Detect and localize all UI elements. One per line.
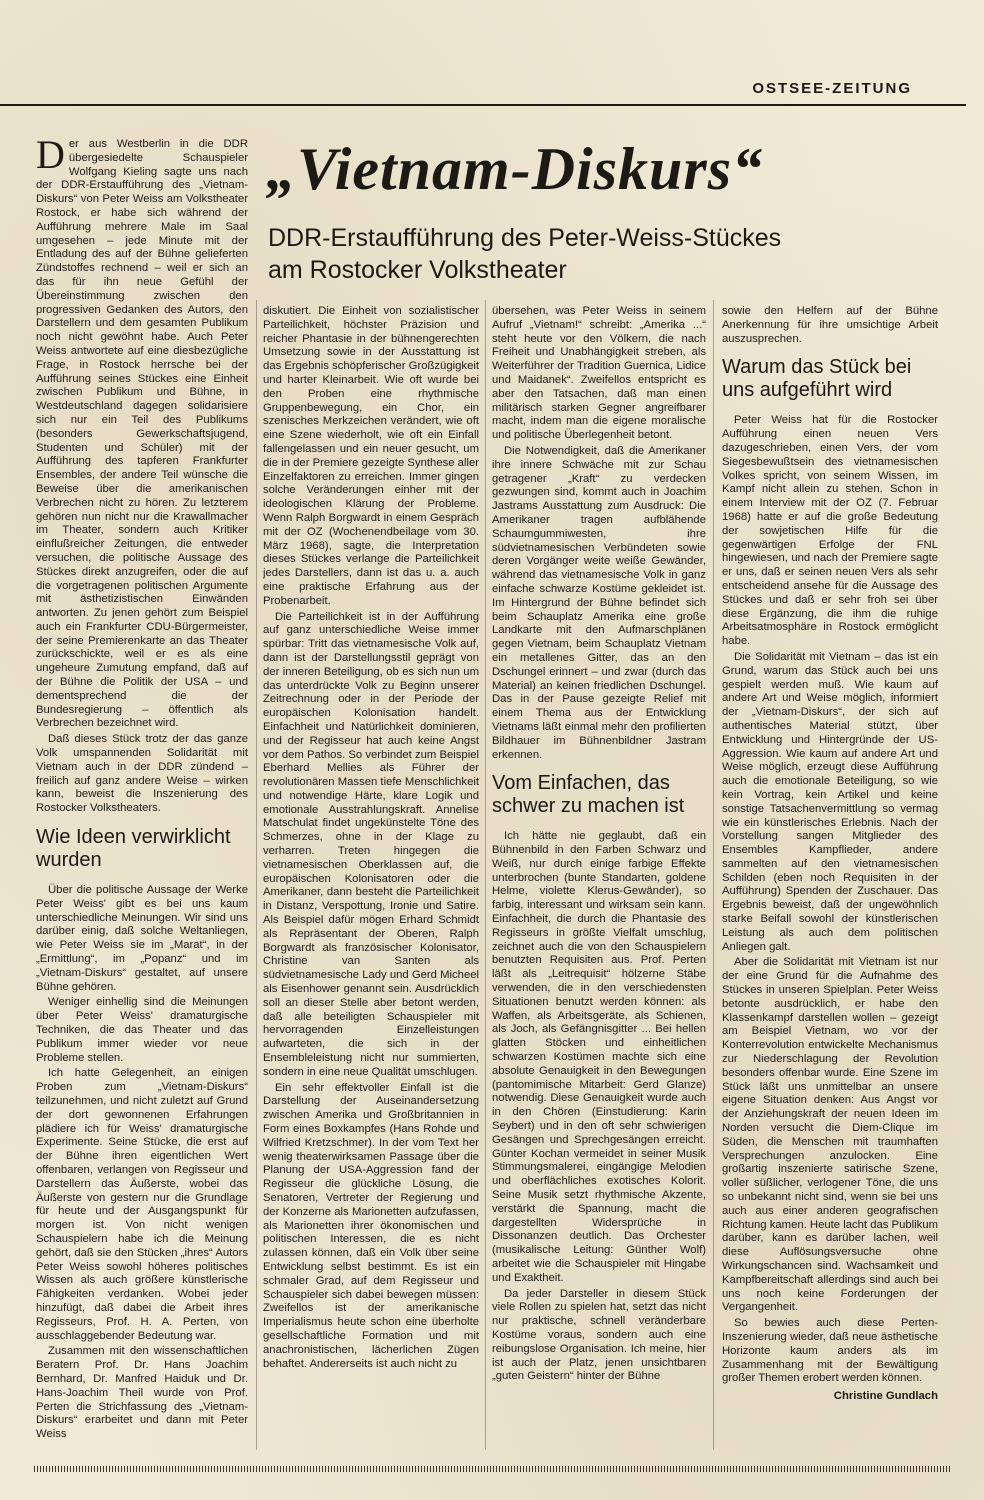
col1-paragraph-2: Daß dieses Stück trotz der das ganze Volk umspannenden Solidarität mit Vietnam auch in der DDR zündend – freilich auf ganz andere Weise – wirken kann, beweist die Inszenierung des Rostocker Volkstheaters. — [36, 733, 248, 815]
col4-paragraph-2: Peter Weiss hat für die Rostocker Aufführung einen neuen Vers dazugeschrieben, einen Vers, der vom Siegesbewußtsein des vietnamesischen Volkes spricht, von seinem Wissen, im Kampf nicht allein zu stehen. Schon in einem Interview mit der OZ (7. Februar 1968) hatte er auf die große Bedeutung der sowjetischen Hilfe für die gegenwärtigen Erfolge der FNL hingewiesen, und nach der Premiere sagte er uns, daß er seinen neuen Vers als sehr entscheidend ansehe für die Aussage des Stückes und daß er sehr froh sei über diese Ergänzung, die ihm die ruhige Arbeitsatmosphäre in Rostock ermöglicht habe. — [722, 414, 938, 648]
col3-paragraph-2: Die Notwendigkeit, daß die Amerikaner ihre innere Schwäche mit zur Schau getragener „Kraft“ zu verdecken gezwungen sind, kommt auch in Joachim Jastrams Ausstattung zum Ausdruck: Die Amerikaner tragen aufblähende Schaumgummiwesten, ihre südvietnamesischen Verbündeten sowie deren Vorgänger weite weiße Gewänder, während das vietnamesische Volk in ganz einfache schwarze Kostüme gekleidet ist. Im Hintergrund der Bühne befindet sich beim Schauplatz Amerika eine große Landkarte mit den Aufmarschplänen gegen Vietnam, beim Schauplatz Vietnam ein metallenes Gitter, das an den Dschungel erinnert – und zwar (durch das Material) an keinen friedlichen Dschungel. Das in der Pause gezeigte Relief mit einem Thema aus der Entwicklung Vietnams läßt einmal mehr den profilierten Bildhauer im Bühnenbildner Jastram erkennen. — [492, 444, 706, 761]
col3-paragraph-3: Ich hätte nie geglaubt, daß ein Bühnenbild in den Farben Schwarz und Weiß, nur durch einige farbige Effekte unterbrochen (bunte Standarten, goldene Helme, violette Klerus-Gewänder), so farbig, interessant und wirksam sein kann. Einfachheit, die durch die Phantasie des Regisseurs in größte Vielfalt umschlug, zeichnet auch die von den Schauspielern benutzten Requisiten aus. Prof. Perten läßt als „Leitrequisit“ hölzerne Stäbe verwenden, die in den verschiedensten Situationen benutzt werden können: als Waffen, als Arbeitsgeräte, als Schienen, als Joch, als Gefängnisgitter ... Bei hellen glatten Stöcken und einheitlichen schwarzen Kostümen machte sich eine absolute Genauigkeit in den Bewegungen (pantomimische Mitarbeit: Gerd Glanze) notwendig. Diese Genauigkeit wurde auch in den Chören (Einstudierung: Karin Seybert) und in den oft sehr schwierigen Gesängen und Sprechgesängen erreicht. Günter Kochan vermeidet in seiner Musik Stimmungsmalerei, eingängige Melodien und oberflächliches exotisches Kolorit. Seine Musik setzt rhythmische Akzente, verstärkt die Spannung, macht die dargestellten Widersprüche in Dissonanzen deutlich. Das Orchester (musikalische Leitung: Günther Wolf) arbeitet wie die Schauspieler mit Hingabe und Exaktheit. — [492, 830, 706, 1284]
column-divider-1 — [256, 300, 257, 1450]
article-title: „Vietnam-Diskurs“ — [266, 136, 764, 202]
article-subtitle — [268, 222, 948, 286]
col4-heading: Warum das Stück bei uns aufgeführt wird — [722, 356, 912, 402]
col2-paragraph-3: Ein sehr effektvoller Einfall ist die Darstellung der Auseinandersetzung zwischen Amerika und Großbritannien in Form eines Boxkampfes (Hans Rohde und Wilfried Kretzschmer). In der vom Text her wenig theaterwirksamen Passage über die Planung der USA-Aggression fand der Regisseur die glückliche Lösung, die Senatoren, Vertreter der Regierung und der Konzerne als Marionetten aufzufassen, als Marionetten ihrer ökonomischen und politischen Interessen, die es nicht zulassen können, daß ein Volk über seine Entwicklung selbst bestimmt. Es ist ein schmaler Grad, auf dem Regisseur und Schauspieler sich dabei bewegen müssen: Zweifellos ist der amerikanische Imperialismus heute schon eine überholte gesellschaftliche Formation und mit anachronistischen, lächerlichen Zügen behaftet. Andererseits ist auch nicht zu — [263, 1081, 479, 1370]
col4-paragraph-3: Die Solidarität mit Vietnam – das ist ein Grund, warum das Stück auch bei uns gespielt werden muß. Wie kaum auf andere Art und Weise möglich, informiert der „Vietnam-Diskurs“, der sich auf authentisches Material stützt, über Entwicklung und Hintergründe der US-Aggression. Wie kaum auf andere Art und Weise möglich, erzeugt diese Aufführung auch die emotionale Beteiligung, so wie kein Vortrag, kein Artikel und keine sonstige Tatsachenvermittlung so vermag wie ein künstlerisches Erlebnis. Nach der Vorstellung sangen Mitglieder des Ensembles Kampflieder, andere sammelten auf den vietnamesischen Schilden (eben noch Requisiten in der Aufführung) Spenden der Zuschauer. Das Ergebnis beweist, daß der ungewöhnlich starke Beifall sowohl der künstlerischen Leistung als auch dem politischen Anliegen galt. — [722, 650, 938, 953]
column-3 — [492, 305, 706, 1455]
col3-heading: Vom Einfachen, das schwer zu machen ist — [492, 772, 685, 818]
column-4 — [722, 305, 938, 1455]
author-signature: Christine Gundlach — [833, 1390, 938, 1403]
col1-paragraph-6: Zusammen mit den wissenschaftlichen Beratern Prof. Dr. Hans Joachim Bernhard, Dr. Manfred Haiduk und Dr. Hans-Joachim Theil wurde von Prof. Perten die Strichfassung des „Vietnam-Diskurs“ erarbeitet und dann mit Peter Weiss — [36, 1345, 248, 1441]
col1-paragraph-3: Über die politische Aussage der Werke Peter Weiss' gibt es bei uns kaum unterschiedliche Meinungen. Wir sind uns darüber einig, daß solche Weltanliegen, wie Peter Weiss sie im „Marat“, in der „Ermittlung“, im „Popanz“ und im „Vietnam-Diskurs“ gestaltet, auf unsere Bühne gehören. — [36, 884, 248, 993]
dropcap: D — [36, 138, 65, 177]
top-rule — [0, 104, 966, 106]
col1-paragraph-5: Ich hatte Gelegenheit, an einigen Proben zum „Vietnam-Diskurs“ teilzunehmen, und nicht zuletzt auf Grund der dort gewonnenen Erfahrungen plädiere ich für Weiss' dramaturgische Experimente. Seine Stücke, die erst auf der Bühne ihren eigentlichen Wert offenbaren, verlangen von Regisseur und Darstellern das Äußerste, wobei das Äußerste von gestern nur die Grundlage für heute und der Ausgangspunkt für morgen ist. Von nicht wenigen Schauspielern habe ich die Meinung gehört, daß sie den Stücken „ihres“ Autors Peter Weiss sowohl höheres politisches Wissen als auch größere künstlerische Fähigkeiten verdanken. Wobei jeder hinzufügt, daß dabei die Arbeit ihres Regisseurs, Prof. H. A. Perten, von ausschlaggebender Bedeutung war. — [36, 1067, 248, 1342]
subtitle-line-2: am Rostocker Volkstheater — [268, 256, 567, 284]
col4-paragraph-1: sowie den Helfern auf der Bühne Anerkennung für ihre umsichtige Arbeit auszusprechen. — [722, 305, 938, 345]
masthead: OSTSEE-ZEITUNG — [752, 80, 912, 97]
col2-paragraph-2: Die Parteilichkeit ist in der Aufführung auf ganz unterschiedliche Weise immer spürbar: Tritt das vietnamesische Volk auf, dann ist der Darstellungsstil geprägt von der inneren Beteiligung, ob es sich nun um das unterdrückte Volk zu Beginn unserer Zeitrechnung oder in der Periode der europäischen Kolonisation handelt. Einfachheit und Natürlichkeit dominieren, und der Regisseur hat auch keine Angst vor dem Pathos. So verbindet zum Beispiel Eberhard Mellies als Führer der revolutionären Massen tiefe Menschlichkeit und notwendige Härte, klare Logik und emotionale Ausstrahlungskraft. Annelise Matschulat findet ungekünstelte Töne des Schmerzes, ohne in der Klage zu verharren. Treten hingegen die vietnamesischen Oberklassen auf, die europäischen Kolonisatoren oder die Amerikaner, dann besteht die Parteilichkeit in Distanz, Verspottung, Ironie und Satire. Als Beispiel dafür mögen Erhard Schmidt als Repräsentant der Oberen, Ralph Borgwardt als französischer Kolonisator, Christine van Santen als südvietnamesische Lady und Gerd Micheel als Eisenhower genannt sein. Ausdrücklich soll an dieser Stelle aber betont werden, daß alle beteiligten Schauspieler mit hervorragenden Einzelleistungen aufwarteten, die sich in der Ensembleleistung nicht nur summierten, sondern in eine neue Qualität umschlugen. — [263, 610, 479, 1078]
col1-paragraph-4: Weniger einhellig sind die Meinungen über Peter Weiss' dramaturgische Techniken, die das Theater und das Publikum immer wieder vor neue Probleme stellen. — [36, 996, 248, 1064]
col1-paragraph-1-text: er aus Westberlin in die DDR übergesiedelte Schauspieler Wolfgang Kieling sagte uns nach der DDR-Erstaufführung des „Vietnam-Diskurs“ von Peter Weiss am Volkstheater Rostock, er habe sich während der Aufführung mehrere Male im Saal umgesehen – jede Minute mit der Entladung des auf der Bühne gelieferten Zündstoffes rechnend – weil er sich an das für ihn neue Gefühl der Übereinstimmung zwischen den progressiven Gedanken des Autors, den Darstellern und dem gesamten Publikum noch nicht gewöhnt habe. Auch Peter Weiss antwortete auf eine diesbezügliche Frage, in Rostock herrsche bei der Aufführung seines Stückes eine Einheit zwischen Publikum und Bühne, in Westdeutschland dagegen solidarisiere sich nur ein Teil des Publikums (besonders Gewerkschaftsjugend, Studenten und Schüler) mit der Aufführung des tapferen Frankfurter Ensembles, der andere Teil wünsche die Beweise über die amerikanischen Verbrechen nicht zu hören. Zu letzterem gehören nun nicht nur die Krawallmacher im Theater, sondern auch Kritiker einflußreicher Zeitungen, die entweder versuchen, die politische Aussage des Stückes direkt anzugreifen, oder die auf die vorgetragenen politischen Argumente mit ästhetizistischen Einwänden antworten. Zu jenen gehört zum Beispiel auch ein Frankfurter CDU-Bürgermeister, der seine Premierenkarte an das Theater zurückschickte, weil er es als eine ungeheure Zumutung empfand, daß auf der Bühne die Politik der USA – und dementsprechend die der Bundesregierung – öffentlich als Verbrechen bezeichnet wird. — [36, 138, 248, 730]
column-1 — [36, 138, 248, 1453]
bottom-rule — [34, 1466, 950, 1472]
col2-paragraph-1: diskutiert. Die Einheit von sozialistischer Parteilichkeit, höchster Präzision und reicher Phantasie in der bühnengerechten Umsetzung sowie in der Ausstattung ist das Ergebnis schöpferischer Großzügigkeit und harter Kleinarbeit. Wie oft wurde bei den Proben eine rhythmische Gruppenbewegung, ein Chor, ein szenisches Merkzeichen verändert, wie oft eine Szene wiederholt, wie oft ein Einfall fallengelassen und ein neuer gesucht, um die in der Premiere gezeigte Synthese aller Einzelfaktoren zu erreichen. Immer gingen solche Veränderungen einher mit der ideologischen Klärung der Probleme. Wenn Ralph Borgwardt in einem Gespräch mit der OZ (Wochenendbeilage vom 30. März 1968), sagte, die Interpretation dieses Stückes verlange die Parteilichkeit jedes Darstellers, dann ist das u. a. auch eine praktische Erfahrung aus der Probenarbeit. — [263, 305, 479, 607]
col4-paragraph-4: Aber die Solidarität mit Vietnam ist nur der eine Grund für die Aufnahme des Stückes in unseren Spielplan. Peter Weiss betonte ausdrücklich, er habe den Klassenkampf darstellen wollen – gezeigt am Beispiel Vietnam, wo vor der Konterrevolution entwickelte Mechanismus zur Niederschlagung der Revolution besonders offenbar wurde. Eine Szene im Stück läßt uns unmittelbar an unsere eigene Situation denken: Aus Angst vor der Anziehungskraft der neuen Ideen im Norden versucht die Diem-Clique im Süden, die Menschen mit traumhaften Versprechungen anzulocken. Eine großartig inszenierte satirische Szene, voller süßlicher, verlogener Töne, die uns so unbekannt nicht sind, wenn sie bei uns auch aus einer anderen geografischen Richtung kamen. Heute lacht das Publikum darüber, kann es darüber lachen, weil diese Auflösungsversuche ohne Wirkungschancen sind. Wachsamkeit und Kampfbereitschaft allerdings sind auch bei uns noch keine Forderungen der Vergangenheit. — [722, 956, 938, 1314]
col3-paragraph-1: übersehen, was Peter Weiss in seinem Aufruf „Vietnam!“ schreibt: „Amerika ...“ steht heute vor den Völkern, die nach Freiheit und Unabhängigkeit streben, als Weiterführer der Tradition Guernica, Lidice und Maidanek“. Zweifellos entspricht es aber den Tatsachen, daß man einen militärisch starken Gegner angreifbarer macht, indem man die eigene moralische und politische Überlegenheit betont. — [492, 305, 706, 442]
subtitle-line-1: DDR-Erstaufführung des Peter-Weiss-Stückes — [268, 224, 782, 252]
column-divider-3 — [713, 300, 714, 1450]
column-2 — [263, 305, 479, 1455]
col1-paragraph-1 — [36, 138, 248, 731]
column-divider-2 — [485, 300, 486, 1450]
col3-paragraph-4: Da jeder Darsteller in diesem Stück viele Rollen zu spielen hat, setzt das nicht nur praktische, schnell veränderbare Kostüme voraus, sondern auch eine reibungslose Organisation. Ich meine, hier ist auch der Platz, jenen unsichtbaren „guten Geistern“ hinter der Bühne — [492, 1287, 706, 1383]
col4-paragraph-5: So bewies auch diese Perten-Inszenierung wieder, daß neue ästhetische Horizonte kaum anders als im Zusammenhang mit der Bewältigung großer Themen erobert werden können. — [722, 1317, 938, 1385]
col1-heading: Wie Ideen verwirklicht wurden — [36, 826, 231, 872]
